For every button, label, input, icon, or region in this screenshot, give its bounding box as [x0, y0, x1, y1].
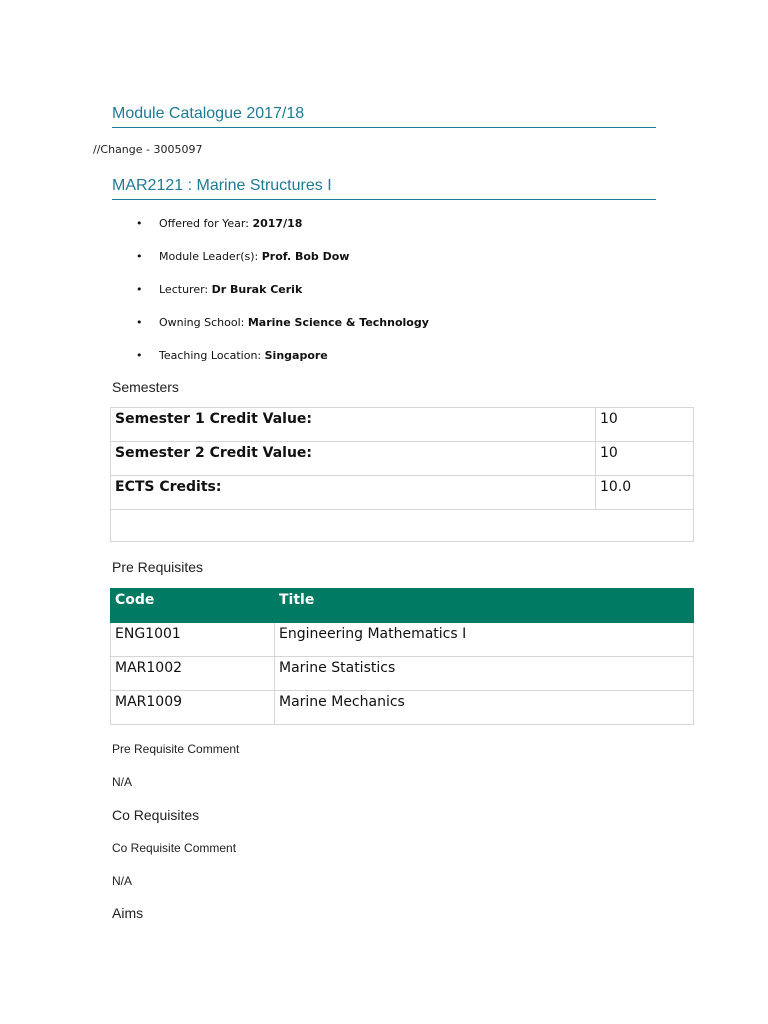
bullet-icon: •	[136, 283, 143, 296]
semester-label: Semester 1 Credit Value:	[111, 408, 596, 442]
table-row	[111, 623, 694, 657]
info-value: Prof. Bob Dow	[261, 250, 350, 263]
info-value: Dr Burak Cerik	[211, 283, 303, 296]
table-row	[111, 476, 694, 510]
semester-label: Semester 2 Credit Value:	[111, 442, 596, 476]
table-header-row	[111, 589, 694, 623]
prereq-title: Marine Statistics	[275, 657, 694, 691]
module-info-list	[112, 205, 672, 370]
prereq-title: Engineering Mathematics I	[275, 623, 694, 657]
prereq-code: MAR1002	[111, 657, 275, 691]
semester-label: ECTS Credits:	[111, 476, 596, 510]
catalogue-title: Module Catalogue 2017/18	[112, 104, 656, 128]
bullet-icon: •	[136, 250, 143, 263]
change-note: //Change - 3005097	[93, 143, 203, 156]
info-value: 2017/18	[252, 217, 303, 230]
aims-heading: Aims	[112, 905, 144, 921]
info-label: Owning School:	[159, 316, 248, 329]
bullet-icon: •	[136, 349, 143, 362]
prereq-comment-heading: Pre Requisite Comment	[112, 742, 240, 756]
semester-value: 10	[596, 408, 694, 442]
empty-cell	[111, 510, 694, 542]
prereq-title: Marine Mechanics	[275, 691, 694, 725]
semester-value: 10.0	[596, 476, 694, 510]
bullet-icon: •	[136, 316, 143, 329]
column-header-title: Title	[275, 589, 694, 623]
info-item-school	[112, 304, 672, 337]
info-item-year	[112, 205, 672, 238]
info-value: Marine Science & Technology	[247, 316, 429, 329]
coreq-comment-heading: Co Requisite Comment	[112, 841, 237, 855]
info-item-location	[112, 337, 672, 370]
table-row	[111, 691, 694, 725]
prereq-comment-value: N/A	[112, 775, 133, 789]
info-label: Teaching Location:	[159, 349, 265, 362]
corequisites-heading: Co Requisites	[112, 807, 200, 823]
info-label: Module Leader(s):	[159, 250, 262, 263]
bullet-icon: •	[136, 217, 143, 230]
module-title: MAR2121 : Marine Structures I	[112, 176, 656, 200]
column-header-code: Code	[111, 589, 275, 623]
coreq-comment-value: N/A	[112, 874, 133, 888]
prerequisites-heading: Pre Requisites	[112, 559, 204, 575]
table-row-empty	[111, 510, 694, 542]
table-row	[111, 657, 694, 691]
table-row	[111, 442, 694, 476]
info-label: Lecturer:	[159, 283, 212, 296]
prereq-code: ENG1001	[111, 623, 275, 657]
semesters-heading: Semesters	[112, 379, 179, 395]
table-row	[111, 408, 694, 442]
semesters-table	[110, 407, 694, 542]
info-label: Offered for Year:	[159, 217, 253, 230]
prerequisites-table	[110, 588, 694, 725]
info-item-leader	[112, 238, 672, 271]
semester-value: 10	[596, 442, 694, 476]
info-item-lecturer	[112, 271, 672, 304]
info-value: Singapore	[264, 349, 328, 362]
prereq-code: MAR1009	[111, 691, 275, 725]
